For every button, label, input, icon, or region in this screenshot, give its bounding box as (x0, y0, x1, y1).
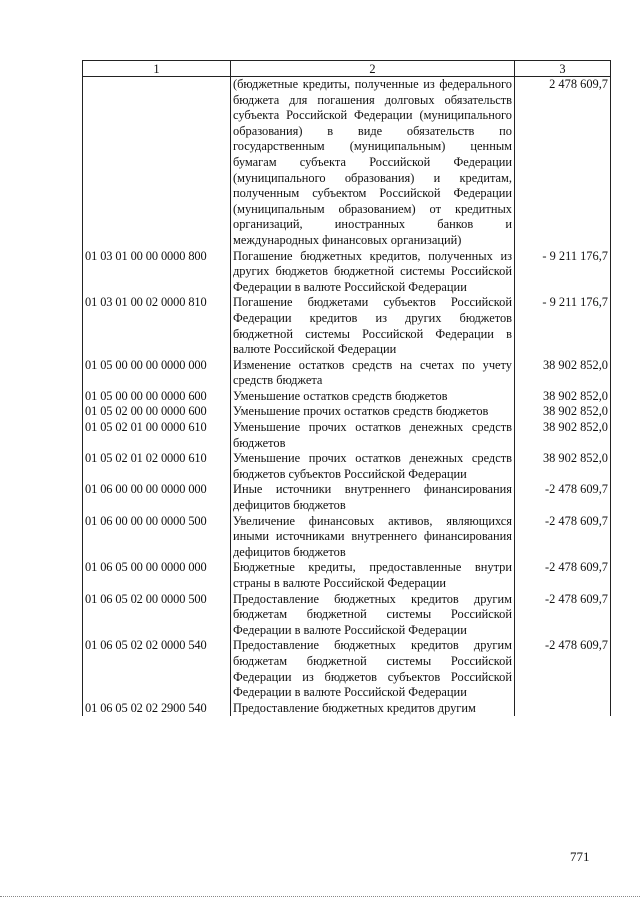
row-amount: -2 478 609,7 (515, 482, 611, 513)
row-description: Бюджетные кредиты, предоставленные внутри страны в валюте Российской Федерации (231, 560, 515, 591)
row-description: Погашение бюджетных кредитов, полученных из других бюджетов бюджетной системы Российской Федерации в валюте Российской Федерации (231, 249, 515, 296)
row-amount: 38 902 852,0 (515, 404, 611, 420)
table-row (83, 295, 611, 357)
column-header-description: 2 (231, 61, 515, 77)
column-header-amount: 3 (515, 61, 611, 77)
table-row (83, 451, 611, 482)
table-row (83, 701, 611, 717)
row-description: (бюджетные кредиты, полученные из федерального бюджета для погашения долговых обязательств субъекта Российской Федерации (муниципального образования) в виде обязательств по государственным (муниципальным) ценным бумагам субъекта Российской Федерации (муниципального образования) и кредитам, полученным субъектом Российской Федерации (муниципальным образованием) от кредитных организаций, иностранных банков и международных финансовых организаций) (231, 77, 515, 249)
row-amount: -2 478 609,7 (515, 560, 611, 591)
budget-sources-table (82, 60, 611, 716)
row-code: 01 06 00 00 00 0000 000 (83, 482, 231, 513)
table-row (83, 249, 611, 296)
row-code: 01 03 01 00 00 0000 800 (83, 249, 231, 296)
table-row (83, 389, 611, 405)
table-row (83, 560, 611, 591)
row-code: 01 03 01 00 02 0000 810 (83, 295, 231, 357)
row-amount: -2 478 609,7 (515, 592, 611, 639)
table-row (83, 420, 611, 451)
row-code: 01 05 02 00 00 0000 600 (83, 404, 231, 420)
row-amount: -2 478 609,7 (515, 638, 611, 700)
column-header-code: 1 (83, 61, 231, 77)
row-description: Увеличение финансовых активов, являющихся иными источниками внутреннего финансирования дефицитов бюджетов (231, 514, 515, 561)
row-description: Уменьшение остатков средств бюджетов (231, 389, 515, 405)
page-number: 771 (570, 849, 590, 864)
table-row (83, 638, 611, 700)
row-description: Предоставление бюджетных кредитов другим (231, 701, 515, 717)
row-amount: - 9 211 176,7 (515, 249, 611, 296)
row-code: 01 06 05 02 02 2900 540 (83, 701, 231, 717)
table-row (83, 482, 611, 513)
row-description: Изменение остатков средств на счетах по учету средств бюджета (231, 358, 515, 389)
row-description: Уменьшение прочих остатков средств бюджетов (231, 404, 515, 420)
scan-bottom-edge (0, 896, 640, 897)
row-description: Погашение бюджетами субъектов Российской Федерации кредитов из других бюджетов бюджетной системы Российской Федерации в валюте Российской Федерации (231, 295, 515, 357)
row-description: Предоставление бюджетных кредитов другим бюджетам бюджетной системы Российской Федерации из бюджетов субъектов Российской Федерации в валюте Российской Федерации (231, 638, 515, 700)
table-row (83, 404, 611, 420)
table-row (83, 592, 611, 639)
document-page (82, 60, 610, 716)
row-amount: 38 902 852,0 (515, 358, 611, 389)
row-amount: 38 902 852,0 (515, 420, 611, 451)
row-code: 01 06 05 00 00 0000 000 (83, 560, 231, 591)
row-amount: -2 478 609,7 (515, 514, 611, 561)
row-amount: 2 478 609,7 (515, 77, 611, 249)
row-code (83, 77, 231, 249)
row-code: 01 06 05 02 02 0000 540 (83, 638, 231, 700)
table-row (83, 514, 611, 561)
row-amount: 38 902 852,0 (515, 451, 611, 482)
row-code: 01 05 02 01 00 0000 610 (83, 420, 231, 451)
row-description: Иные источники внутреннего финансирования дефицитов бюджетов (231, 482, 515, 513)
row-description: Уменьшение прочих остатков денежных средств бюджетов (231, 420, 515, 451)
row-amount: 38 902 852,0 (515, 389, 611, 405)
row-amount: - 9 211 176,7 (515, 295, 611, 357)
row-code: 01 05 00 00 00 0000 600 (83, 389, 231, 405)
row-code: 01 05 00 00 00 0000 000 (83, 358, 231, 389)
table-row (83, 358, 611, 389)
table-row (83, 77, 611, 249)
row-description: Уменьшение прочих остатков денежных средств бюджетов субъектов Российской Федерации (231, 451, 515, 482)
row-amount (515, 701, 611, 717)
row-code: 01 06 00 00 00 0000 500 (83, 514, 231, 561)
row-code: 01 06 05 02 00 0000 500 (83, 592, 231, 639)
row-description: Предоставление бюджетных кредитов другим бюджетам бюджетной системы Российской Федерации в валюте Российской Федерации (231, 592, 515, 639)
row-code: 01 05 02 01 02 0000 610 (83, 451, 231, 482)
table-header-row (83, 61, 611, 77)
